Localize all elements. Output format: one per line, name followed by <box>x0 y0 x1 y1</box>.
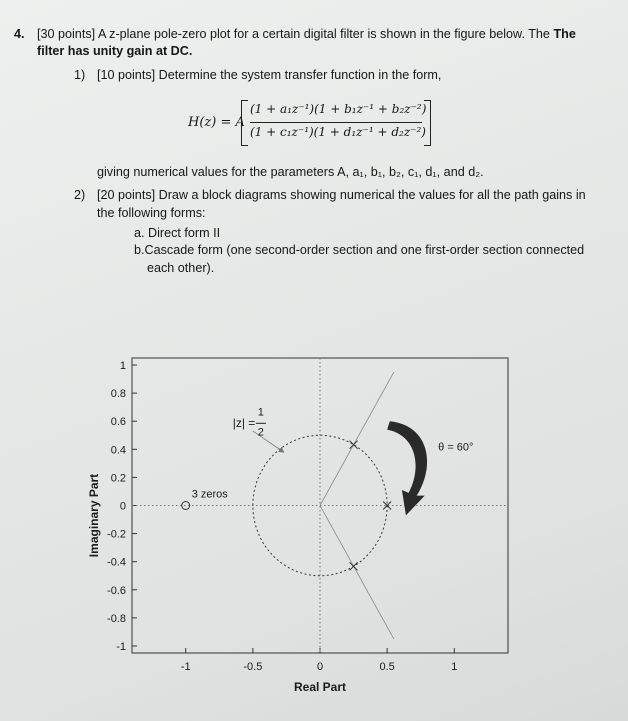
y-tick-label: 1 <box>119 360 126 373</box>
q2-option-b: b.Cascade form (one second-order section and one first-order section connected <box>134 243 585 257</box>
q2-option-a: a. Direct form II <box>134 226 221 240</box>
q2-text-line2: the following forms: <box>97 206 206 220</box>
radial-line-upper <box>320 372 394 505</box>
y-tick-label: -0.4 <box>107 556 126 569</box>
angle-label: θ = 60° <box>438 441 474 454</box>
pole-marker-2 <box>350 562 358 570</box>
radial-line-lower <box>320 506 394 639</box>
problem-points: [30 points] <box>37 27 96 41</box>
y-tick-label: -1 <box>116 640 126 653</box>
y-tick-label: 0.2 <box>110 472 126 485</box>
zeros-label: 3 zeros <box>191 488 228 501</box>
problem-number: 4. <box>14 27 25 41</box>
y-tick-label: -0.6 <box>107 584 126 597</box>
y-axis-label: Imaginary Part <box>87 473 101 558</box>
equation-lhs: H(z) = A <box>188 115 245 130</box>
y-tick-label: -0.8 <box>107 612 126 625</box>
problem-intro-text: A z-plane pole-zero plot for a certain digital filter is shown in the figure below. The <box>97 27 550 41</box>
pole-marker-1 <box>350 441 358 449</box>
q2-option-b-line2: each other). <box>147 261 215 275</box>
y-tick-label: 0.4 <box>110 444 126 457</box>
x-tick-label: 0.5 <box>379 661 395 673</box>
problem-intro-line2: filter has unity gain at DC. <box>37 44 193 58</box>
circle-radius-denominator: 2 <box>257 426 264 439</box>
y-tick-label: 0 <box>119 500 126 513</box>
x-tick-label: -1 <box>180 661 191 673</box>
q1-follow-text: giving numerical values for the parameters A, a₁, b₁, b₂, c₁, d₁, and d₂. <box>97 165 484 179</box>
y-tick-label: 0.8 <box>110 388 126 401</box>
equation-numerator: (1 + a₁z⁻¹)(1 + b₁z⁻¹ + b₂z⁻²) <box>250 102 427 116</box>
angle-curved-arrow <box>387 421 427 515</box>
x-axis-label: Real Part <box>293 680 347 694</box>
equation-denominator: (1 + c₁z⁻¹)(1 + d₁z⁻¹ + d₂z⁻²) <box>250 125 426 139</box>
problem-intro: [30 points] A z-plane pole-zero plot for a certain digital filter is shown in the figure below. The The <box>37 27 576 41</box>
y-tick-label: -0.2 <box>107 528 126 541</box>
circle-radius-numerator: 1 <box>257 406 264 419</box>
q2-text: [20 points] Draw a block diagrams showing numerical the values for all the path gains in <box>97 188 586 202</box>
q1-text: [10 points] Determine the system transfer function in the form, <box>97 68 442 82</box>
x-tick-label: 0 <box>316 661 324 673</box>
q2-number: 2) <box>74 188 86 202</box>
x-tick-label: -0.5 <box>243 661 263 673</box>
q1-number: 1) <box>74 68 86 82</box>
y-tick-label: 0.6 <box>110 416 126 429</box>
x-tick-label: 1 <box>451 661 458 673</box>
circle-radius-label: |z| = <box>232 415 256 430</box>
